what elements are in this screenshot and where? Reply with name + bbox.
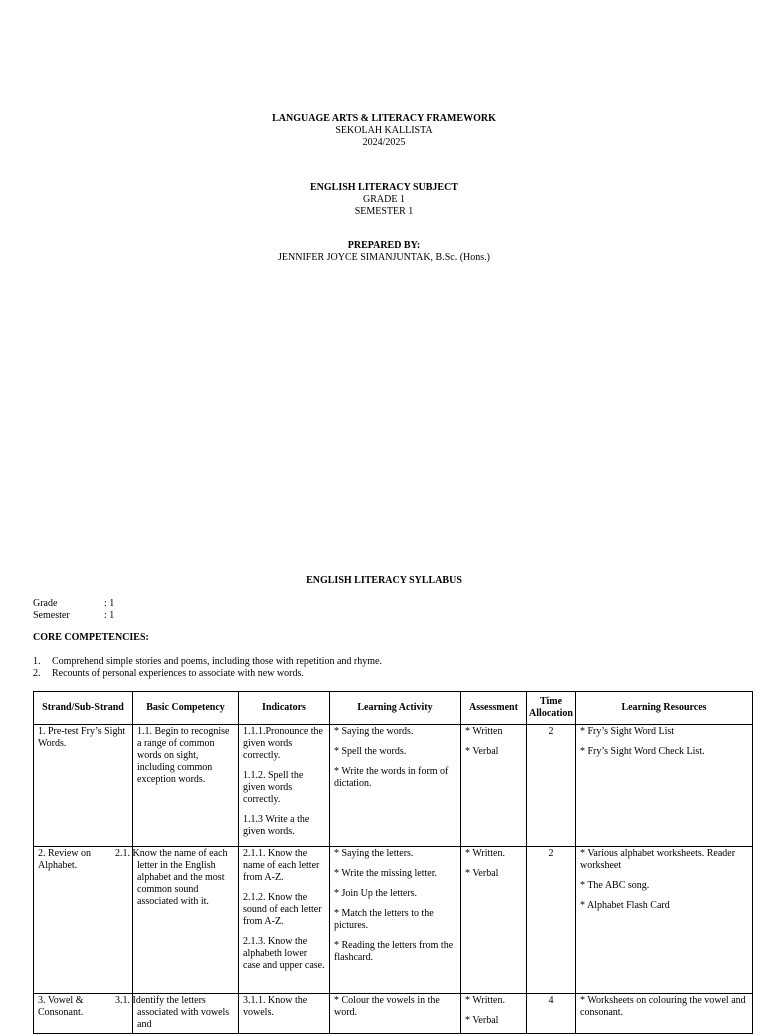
indicators-cell (239, 725, 330, 847)
semester-line: SEMESTER 1 (354, 206, 414, 217)
header-learning-activity: Learning Activity (330, 692, 461, 725)
resource-item: * Alphabet Flash Card (580, 900, 670, 911)
table-row (34, 847, 753, 994)
list-item (33, 668, 382, 680)
syllabus-table (33, 691, 753, 1034)
assessment-item: * Verbal (465, 1015, 499, 1026)
list-item-number: 2. (33, 668, 41, 679)
activity-item: * Join Up the letters. (334, 888, 418, 899)
subject-title: ENGLISH LITERACY SUBJECT (309, 182, 458, 193)
syllabus-title: ENGLISH LITERACY SYLLABUS (306, 575, 462, 586)
activity-item: * Saying the letters. (334, 848, 414, 859)
time-cell: 4 (527, 994, 576, 1034)
indicator-item: 1.1.2. Spell the given words correctly. (243, 770, 304, 805)
indicators-cell (239, 847, 330, 994)
indicator-item: 2.1.2. Know the sound of each letter from A-Z. (243, 892, 322, 927)
prepared-label: PREPARED BY: (347, 240, 421, 251)
activity-cell (330, 725, 461, 847)
activity-item: * Colour the vowels in the word. (334, 995, 440, 1018)
prepared-by-block (0, 240, 768, 264)
resource-item: * Fry’s Sight Word Check List. (580, 746, 705, 757)
assessment-item: * Verbal (465, 868, 499, 879)
time-cell: 2 (527, 725, 576, 847)
activity-cell (330, 994, 461, 1034)
activity-item: * Write the words in form of dictation. (334, 766, 449, 789)
header-time-allocation: Time Allocation (527, 692, 576, 725)
cover-title-block (0, 113, 768, 149)
grade-line: GRADE 1 (363, 194, 405, 205)
activity-cell (330, 847, 461, 994)
list-item (33, 656, 382, 668)
activity-item: * Match the letters to the pictures. (334, 908, 434, 931)
resource-item: * Fry’s Sight Word List (580, 726, 675, 737)
semester-label: Semester (33, 610, 70, 621)
indicator-item: 2.1.1. Know the name of each letter from A-Z. (243, 848, 320, 883)
list-item-number: 1. (33, 656, 41, 667)
activity-item: * Saying the words. (334, 726, 414, 737)
resources-cell (576, 725, 753, 847)
table-row (34, 994, 753, 1034)
assessment-cell (461, 847, 527, 994)
prepared-name: JENNIFER JOYCE SIMANJUNTAK, B.Sc. (Hons.) (278, 252, 490, 263)
resource-item: * The ABC song. (580, 880, 650, 891)
resources-cell (576, 994, 753, 1034)
list-item-text: Comprehend simple stories and poems, including those with repetition and rhyme. (52, 656, 382, 667)
strand-cell: 2. Review on Alphabet. (34, 847, 133, 994)
assessment-item: * Written. (465, 848, 505, 859)
grade-value: : 1 (104, 598, 115, 609)
indicator-item: 1.1.1.Pronounce the given words correctly. (243, 726, 323, 761)
activity-item: * Write the missing letter. (334, 868, 438, 879)
indicator-item: 2.1.3. Know the alphabeth lower case and upper case. (243, 936, 325, 971)
core-competencies-heading: CORE COMPETENCIES: (33, 632, 149, 643)
competency-cell: 1.1. Begin to recognise a range of common words on sight, including common exception words. (133, 725, 239, 847)
table-header-row (34, 692, 753, 725)
competency-cell: 2.1. Know the name of each letter in the English alphabet and the most common sound associated with it. (133, 847, 239, 994)
activity-item: * Spell the words. (334, 746, 407, 757)
assessment-item: * Verbal (465, 746, 499, 757)
grade-semester-info (33, 598, 114, 622)
semester-value: : 1 (104, 610, 115, 621)
indicator-item: 1.1.3 Write a the given words. (243, 814, 310, 837)
list-item-text: Recounts of personal experiences to associate with new words. (52, 668, 304, 679)
competency-cell: 3.1. Identify the letters associated with vowels and (133, 994, 239, 1034)
indicators-cell (239, 994, 330, 1034)
activity-item: * Reading the letters from the flashcard. (334, 940, 454, 963)
core-competencies-list (33, 656, 382, 680)
time-cell: 2 (527, 847, 576, 994)
header-indicators: Indicators (239, 692, 330, 725)
school-name: SEKOLAH KALLISTA (335, 125, 433, 136)
assessment-cell (461, 725, 527, 847)
resources-cell (576, 847, 753, 994)
assessment-item: * Written (465, 726, 503, 737)
resource-item: * Various alphabet worksheets. Reader worksheet (580, 848, 736, 871)
header-competency: Basic Competency (133, 692, 239, 725)
cover-subject-block (0, 182, 768, 218)
resource-item: * Worksheets on colouring the vowel and consonant. (580, 995, 746, 1018)
indicator-item: 3.1.1. Know the vowels. (243, 995, 308, 1018)
strand-cell: 3. Vowel & Consonant. (34, 994, 133, 1034)
assessment-cell (461, 994, 527, 1034)
strand-cell: 1. Pre-test Fry’s Sight Words. (34, 725, 133, 847)
header-strand: Strand/Sub-Strand (34, 692, 133, 725)
framework-title: LANGUAGE ARTS & LITERACY FRAMEWORK (272, 113, 496, 124)
academic-year: 2024/2025 (362, 137, 406, 148)
header-assessment: Assessment (461, 692, 527, 725)
grade-label: Grade (33, 598, 58, 609)
table-row (34, 725, 753, 847)
header-learning-resources: Learning Resources (576, 692, 753, 725)
assessment-item: * Written. (465, 995, 505, 1006)
